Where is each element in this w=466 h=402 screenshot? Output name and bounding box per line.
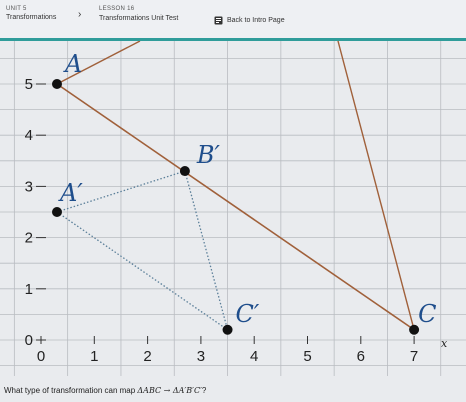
label-b-prime: B′: [196, 141, 221, 170]
point-b-prime: [180, 166, 190, 176]
label-c: C: [418, 299, 437, 328]
x-tick-label: 3: [196, 348, 206, 365]
back-to-intro-button[interactable]: [212, 14, 289, 26]
point-c-prime: [223, 325, 233, 335]
x-tick-label: 4: [250, 348, 259, 365]
label-c-prime: C′: [235, 299, 260, 328]
y-tick-label: 0: [24, 332, 33, 349]
y-tick-label: 3: [24, 178, 33, 196]
x-tick-label: 6: [356, 348, 365, 365]
point-a-prime: [52, 207, 62, 217]
top-bar: [0, 0, 466, 38]
chevron-right-icon: ›: [78, 9, 82, 20]
back-to-intro-label: Back to Intro Page: [227, 16, 285, 24]
x-axis-label: x: [441, 337, 448, 350]
lesson-title: Transformations Unit Test: [99, 15, 179, 22]
point-a: [52, 79, 62, 89]
question-text: [4, 386, 206, 395]
y-tick-label: 5: [24, 76, 33, 93]
x-tick-label: 1: [90, 348, 99, 365]
grid-lines: [0, 41, 466, 376]
x-tick-label: 0: [36, 348, 46, 365]
lesson-number: LESSON 16: [99, 6, 135, 12]
x-tick-label: 7: [409, 348, 419, 365]
x-tick-label: 5: [303, 348, 312, 365]
y-tick-label: 2: [24, 229, 33, 247]
page-icon: [214, 16, 223, 25]
edge-a'-c': [57, 212, 228, 330]
edge-a-c: [57, 84, 414, 330]
label-a-prime: A′: [59, 179, 83, 207]
label-a: A: [64, 50, 83, 78]
y-tick-label: 1: [24, 280, 33, 298]
y-tick-label: 4: [24, 127, 33, 145]
question-prefix: What type of transformation can map: [4, 386, 138, 395]
unit-number: UNIT 5: [6, 6, 27, 12]
coordinate-graph: [0, 41, 466, 386]
question-suffix: ?: [201, 386, 207, 395]
edge-b'-c': [185, 171, 228, 330]
x-tick-label: 2: [143, 348, 152, 365]
point-labels: [58, 50, 436, 328]
unit-title-link[interactable]: Transformations: [6, 14, 57, 21]
question-expression: ΔABC → ΔA′B′C′: [137, 386, 202, 395]
